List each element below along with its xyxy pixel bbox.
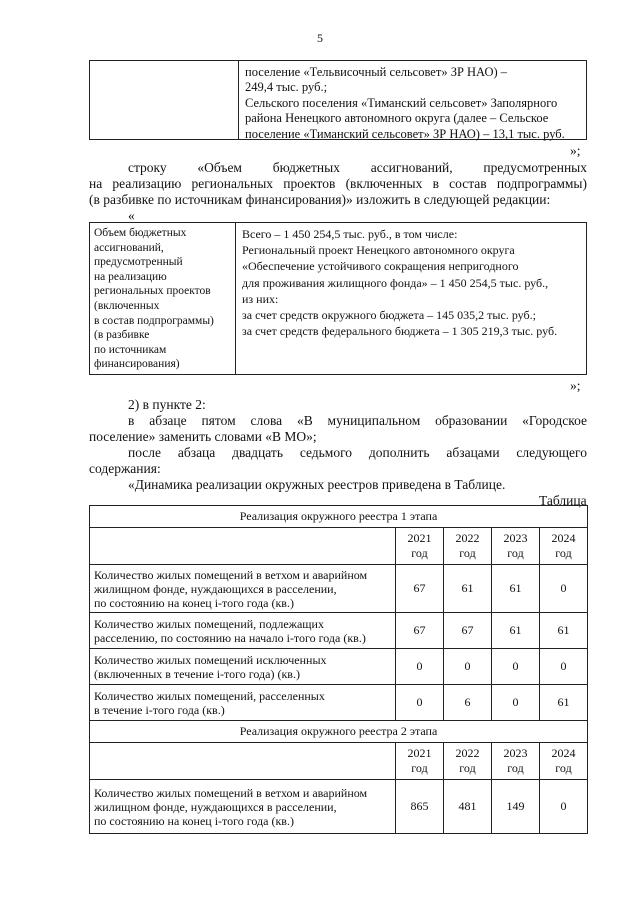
budget-table-label-cell xyxy=(90,223,236,374)
budget-value-line: за счет средств федерального бюджета – 1 305 219,3 тыс. руб. xyxy=(242,324,558,339)
closing-quote-mark: »; xyxy=(570,143,581,158)
row-label-line: жилищном фонде, нуждающихся в расселении, xyxy=(94,799,337,814)
budget-label-line: региональных проектов xyxy=(94,285,211,298)
years-row xyxy=(90,528,588,565)
paragraph-line: поселение» заменить словами «В МО»; xyxy=(89,429,317,444)
budget-label-line: в состав подпрограммы) xyxy=(94,314,214,327)
year-unit: год xyxy=(459,761,476,775)
continuation-line: района Ненецкого автономного округа (далее – Сельское xyxy=(245,111,549,126)
row-label-line: по состоянию на конец i-того года (кв.) xyxy=(94,595,294,610)
year-unit: год xyxy=(555,546,572,560)
budget-label-line: на реализацию xyxy=(94,270,167,283)
budget-table-value-cell xyxy=(236,223,586,374)
year-label: 2021 xyxy=(407,531,432,545)
paragraph-line: (в разбивке по источникам финансирования)» изложить в следующей редакции: xyxy=(89,192,551,207)
table-row xyxy=(90,685,588,721)
year-unit: год xyxy=(411,761,428,775)
value-cell: 149 xyxy=(492,780,540,834)
stage-title: Реализация окружного реестра 1 этапа xyxy=(90,506,588,528)
table-caption: Таблица xyxy=(539,493,587,508)
value-cell: 865 xyxy=(396,780,444,834)
stage-header-row xyxy=(90,721,588,743)
dynamics-table xyxy=(89,505,588,834)
opening-quote-mark: « xyxy=(128,208,135,223)
value-cell: 481 xyxy=(444,780,492,834)
paragraph-line: после абзаца двадцать седьмого дополнить абзацами следующего xyxy=(128,445,587,460)
year-label: 2023 xyxy=(503,746,528,760)
page-number: 5 xyxy=(317,31,323,45)
year-header xyxy=(444,743,492,780)
paragraph-line: на реализацию региональных проектов (включенных в состав подпрограммы) xyxy=(89,176,587,191)
budget-value-line: за счет средств окружного бюджета – 145 035,2 тыс. руб.; xyxy=(242,308,536,323)
row-label-line: Количество жилых помещений, подлежащих xyxy=(94,616,324,631)
empty-cell xyxy=(90,528,396,565)
paragraph-line: в абзаце пятом слова «В муниципальном образовании «Городское xyxy=(128,413,587,428)
year-header xyxy=(492,743,540,780)
continuation-line: поселение «Тельвисочный сельсовет» ЗР НАО) – xyxy=(245,65,508,79)
row-label-line: Количество жилых помещений, расселенных xyxy=(94,688,325,703)
value-cell: 61 xyxy=(492,565,540,613)
year-label: 2024 xyxy=(551,746,576,760)
value-cell: 61 xyxy=(492,613,540,649)
value-cell: 61 xyxy=(540,685,588,721)
table-row xyxy=(90,613,588,649)
closing-quote-mark: »; xyxy=(570,378,581,393)
continuation-table-right-cell xyxy=(239,61,586,139)
paragraph-line: строку «Объем бюджетных ассигнований, предусмотренных xyxy=(128,160,587,175)
budget-value-line: «Обеспечение устойчивого сокращения непригодного xyxy=(242,259,519,274)
year-unit: год xyxy=(507,761,524,775)
value-cell: 0 xyxy=(540,565,588,613)
item-heading: 2) в пункте 2: xyxy=(128,397,206,412)
year-label: 2021 xyxy=(407,746,432,760)
budget-value-line: Региональный проект Ненецкого автономного округа xyxy=(242,243,515,258)
value-cell: 0 xyxy=(396,685,444,721)
budget-label-line: финансирования) xyxy=(94,358,180,371)
year-unit: год xyxy=(555,761,572,775)
row-label xyxy=(90,649,396,685)
budget-label-line: предусмотренный xyxy=(94,256,183,269)
budget-label-line: (включенных xyxy=(94,299,160,312)
value-cell: 0 xyxy=(396,649,444,685)
budget-label-line: Объем бюджетных xyxy=(94,227,187,239)
year-unit: год xyxy=(459,546,476,560)
row-label xyxy=(90,780,396,834)
year-header xyxy=(540,743,588,780)
budget-table xyxy=(89,222,587,375)
value-cell: 0 xyxy=(492,685,540,721)
row-label-line: Количество жилых помещений исключенных xyxy=(94,652,327,667)
continuation-table-left-cell xyxy=(90,61,239,139)
year-header xyxy=(396,528,444,565)
row-label-line: Количество жилых помещений в ветхом и аварийном xyxy=(94,567,368,582)
value-cell: 67 xyxy=(396,613,444,649)
row-label-line: жилищном фонде, нуждающихся в расселении, xyxy=(94,581,337,596)
row-label xyxy=(90,565,396,613)
empty-cell xyxy=(90,743,396,780)
value-cell: 0 xyxy=(540,780,588,834)
budget-label-line: по источникам xyxy=(94,343,167,356)
continuation-line: 249,4 тыс. руб.; xyxy=(245,80,328,95)
value-cell: 0 xyxy=(540,649,588,685)
year-header xyxy=(444,528,492,565)
row-label-line: Количество жилых помещений в ветхом и аварийном xyxy=(94,785,368,800)
year-unit: год xyxy=(411,546,428,560)
year-label: 2024 xyxy=(551,531,576,545)
stage-title: Реализация окружного реестра 2 этапа xyxy=(90,721,588,743)
value-cell: 0 xyxy=(492,649,540,685)
table-row xyxy=(90,649,588,685)
row-label-line: расселению, по состоянию на начало i-того года (кв.) xyxy=(94,630,366,645)
table-row xyxy=(90,565,588,613)
continuation-table xyxy=(89,60,587,140)
value-cell: 61 xyxy=(444,565,492,613)
year-unit: год xyxy=(507,546,524,560)
year-label: 2023 xyxy=(503,531,528,545)
year-header xyxy=(396,743,444,780)
paragraph-line: «Динамика реализации окружных реестров приведена в Таблице. xyxy=(128,477,506,492)
continuation-line: Сельского поселения «Тиманский сельсовет» Заполярного xyxy=(245,95,558,110)
row-label-line: (включенных в течение i-того года) (кв.) xyxy=(94,666,300,681)
year-label: 2022 xyxy=(455,746,480,760)
budget-value-line: из них: xyxy=(242,291,279,306)
row-label xyxy=(90,685,396,721)
year-header xyxy=(492,528,540,565)
continuation-line: поселение «Тиманский сельсовет» ЗР НАО) – 13,1 тыс. руб. xyxy=(245,126,565,141)
row-label xyxy=(90,613,396,649)
value-cell: 0 xyxy=(444,649,492,685)
year-header xyxy=(540,528,588,565)
value-cell: 61 xyxy=(540,613,588,649)
value-cell: 6 xyxy=(444,685,492,721)
table-row xyxy=(90,780,588,834)
value-cell: 67 xyxy=(444,613,492,649)
stage-header-row xyxy=(90,506,588,528)
year-label: 2022 xyxy=(455,531,480,545)
value-cell: 67 xyxy=(396,565,444,613)
row-label-line: по состоянию на конец i-того года (кв.) xyxy=(94,813,294,828)
paragraph-line: содержания: xyxy=(89,461,161,476)
budget-value-line: Всего – 1 450 254,5 тыс. руб., в том числе: xyxy=(242,227,458,241)
budget-label-line: ассигнований, xyxy=(94,241,164,254)
budget-value-line: для проживания жилищного фонда» – 1 450 254,5 тыс. руб., xyxy=(242,275,549,290)
years-row xyxy=(90,743,588,780)
row-label-line: в течение i-того года (кв.) xyxy=(94,702,225,717)
budget-label-line: (в разбивке xyxy=(94,329,150,342)
